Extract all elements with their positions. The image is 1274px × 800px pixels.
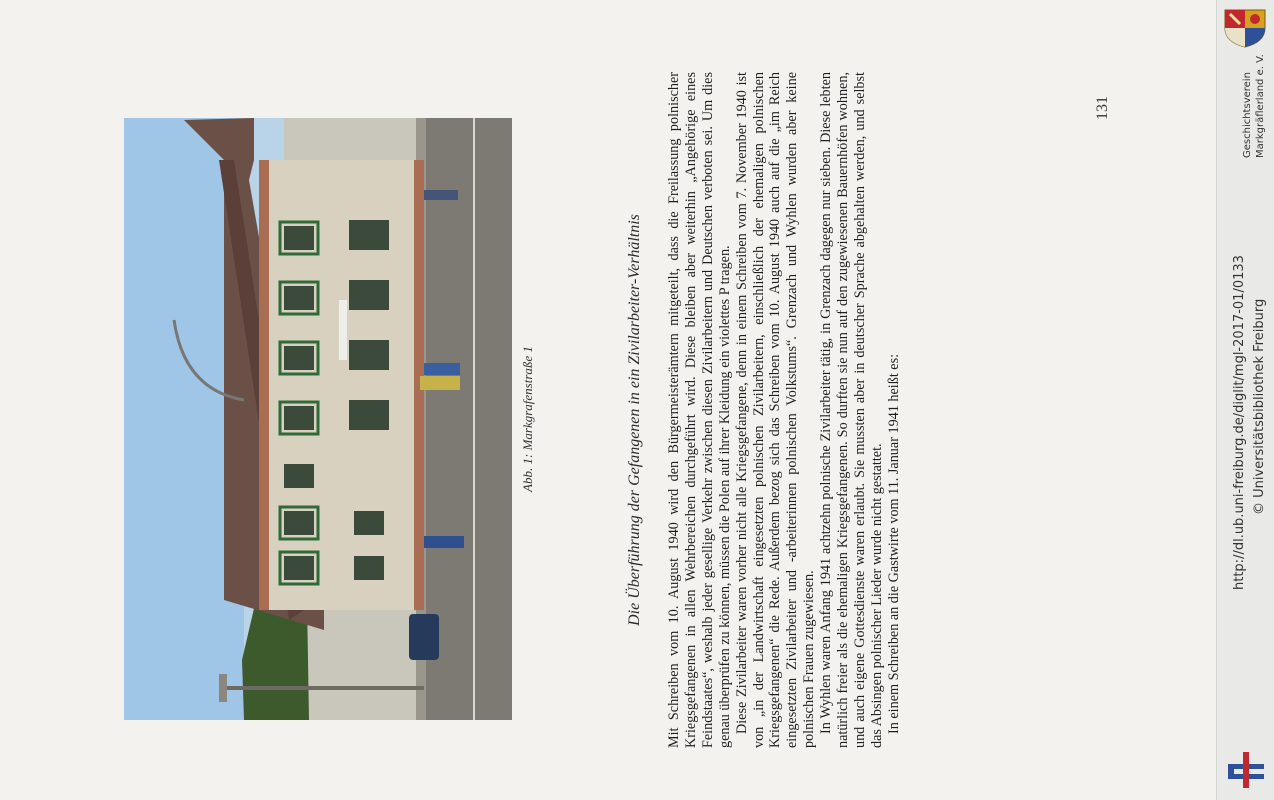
ub-freiburg-logo-icon[interactable]	[1224, 750, 1268, 790]
body-text	[666, 72, 903, 748]
paragraph-1: Mit Schreiben vom 10. August 1940 wird den Bürgermeisterämtern mitgeteilt, dass die Freilassung polnischer Kriegsgefangenen in allen Wehrbereichen durchgeführt wird. Diese bleiben aber weiterhin „Angehörige eines Feindstaates“, weshalb jeder gesellige Verkehr zwischen diesen Zivilarbeitern und Deutschen verboten sei. Um dies genau überprüfen zu können, müssen die Polen auf ihrer Kleidung ein violettes P tragen.	[666, 72, 733, 748]
section-heading: Die Überführung der Gefangenen in ein Zivilarbeiter-Verhältnis	[626, 214, 643, 626]
paragraph-4: In einem Schreiben an die Gastwirte vom 11. Januar 1941 heißt es:	[885, 353, 902, 734]
paragraph-2: Diese Zivilarbeiter waren vorher nicht alle Kriegsgefangene, denn in einem Schreiben vom 7. November 1940 ist von „in der Landwirtschaft eingesetzten polnischen Zivilarbeitern, einschließlich der ehemaligen polnischen Kriegsgefangenen“ die Rede. Außerdem bezog sich das Schreiben vom 10. August 1940 auch auf die „im Reich eingesetzten Zivilarbeiter und -arbeiterinnen polnischen Volkstums“. Grenzach und Wyhlen wurden aber keine polnischen Frauen zugewiesen.	[733, 72, 818, 748]
building-photo	[124, 118, 512, 720]
society-line-1: Geschichtsverein	[1242, 72, 1253, 158]
coat-of-arms-icon	[1222, 8, 1268, 48]
society-line-2: Markgräflerland e. V.	[1255, 54, 1266, 158]
copyright-notice: © Universitätsbibliothek Freiburg	[1252, 298, 1267, 515]
permalink-url[interactable]: http://dl.ub.uni-freiburg.de/diglit/mgl-2017-01/0133	[1232, 255, 1247, 590]
page-number: 131	[1094, 96, 1111, 120]
building-photo-drawing	[124, 118, 512, 720]
paragraph-3: In Wyhlen waren Anfang 1941 achtzehn polnische Zivilarbeiter tätig, in Grenzach dagegen nur sieben. Diese lebten natürlich freier als die ehemaligen Kriegsgefangenen. So durften sie nun auf den zugewiesenen Bauernhöfen wohnen, und auch eigene Gottesdienste waren erlaubt. Sie mussten aber in deutscher Sprache abgehalten werden, und selbst das Absingen polnischer Lieder wurde nicht gestattet.	[818, 72, 885, 748]
photo-caption: Abb. 1: Markgrafenstraße 1	[520, 346, 535, 492]
